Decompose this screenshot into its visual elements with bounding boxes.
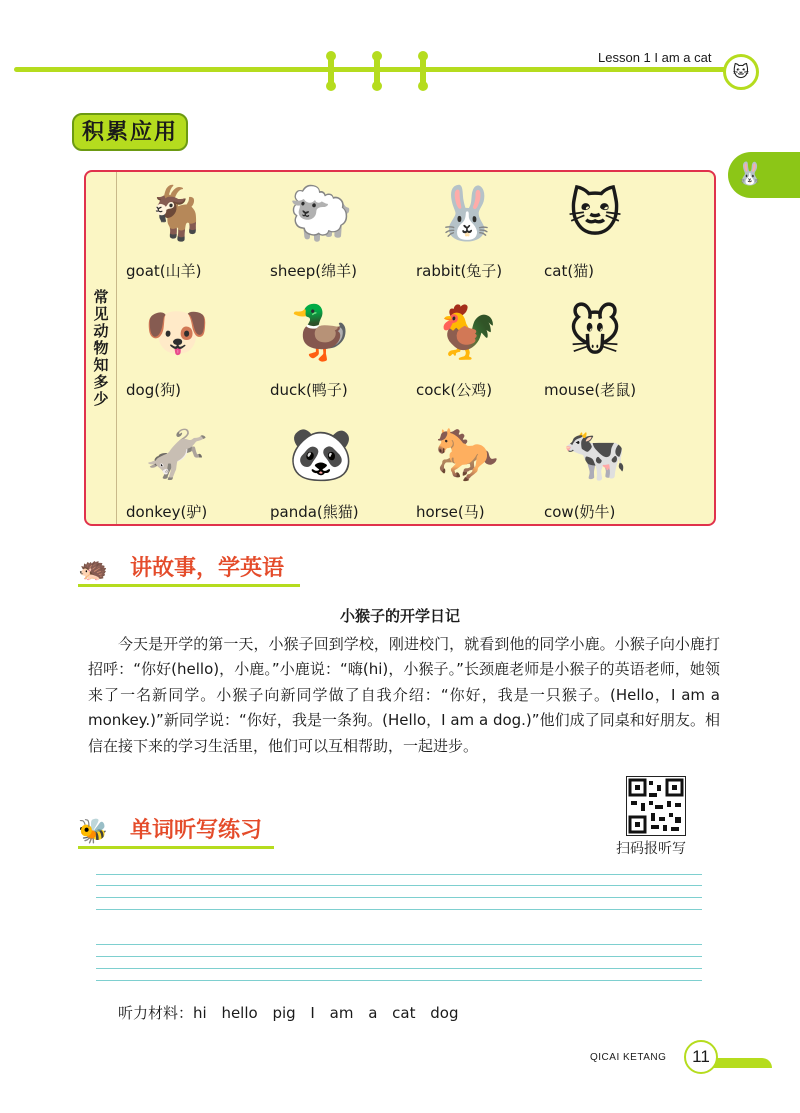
animal-card [120,172,260,290]
animal-label: goat(山羊) [126,262,202,280]
story-title: 小猴子的开学日记 [339,607,460,625]
writing-line [96,909,702,910]
horse-icon: 🐎 [434,425,500,485]
footer-brand: QICAI KETANG [590,1052,667,1063]
rooster-icon: 🐓 [434,303,500,363]
section-title-story: 讲故事，学英语 [130,556,285,581]
animal-card [538,172,678,290]
donkey-icon: 🫏 [144,425,210,485]
animal-card [410,172,550,290]
animal-card [264,413,404,531]
animal-card [538,413,678,531]
section-title-dictation: 单词听写练习 [130,818,263,843]
goat-icon: 🐐 [144,184,210,244]
animal-label: panda(熊猫) [270,503,359,521]
animal-label: mouse(老鼠) [544,381,637,399]
section-underline [78,584,300,587]
animal-label: cow(奶牛) [544,503,616,521]
binder-peg [420,53,426,89]
animal-label: rabbit(兔子) [416,262,503,280]
writing-line [96,874,702,875]
animal-label: cock(公鸡) [416,381,493,399]
header-rule [14,67,732,72]
section-underline [78,846,274,849]
animal-card [120,291,260,409]
duck-icon: 🦆 [288,303,354,363]
writing-line [96,944,702,945]
qr-code-icon[interactable] [626,776,686,836]
animal-card [410,413,550,531]
story-hedgehog-icon: 🦔 [78,555,108,583]
animal-card [538,291,678,409]
section-header-story [78,554,308,584]
page-number: 11 [684,1040,718,1074]
side-label: 常见动物知多少 [86,172,117,524]
animal-label: donkey(驴) [126,503,208,521]
animal-card [120,413,260,531]
dictation-character-icon: 🐝 [78,817,108,845]
dog-icon: 🐶 [144,303,210,363]
section-header-dictation [78,816,278,846]
animal-card [410,291,550,409]
rabbit-icon: 🐰 [434,184,500,244]
rabbit-face-icon: 🐰 [728,152,800,198]
animal-label: cat(猫) [544,262,595,280]
cat-icon: 🐱 [567,184,623,244]
writing-line [96,885,702,886]
qr-caption: 扫码报听写 [616,841,686,857]
binder-peg [328,53,334,89]
lesson-header: Lesson 1 I am a cat [598,50,712,65]
story-paragraph: 今天是开学的第一天，小猴子回到学校，刚进校门，就看到他的同学小鹿。小猴子向小鹿打招呼：“你好(hello)，小鹿。”小鹿说：“嗨(hi)，小猴子。”长颈鹿老师是小猴子的英语老师，她领来了一名新同学。小猴子向新同学做了自我介绍：“你好，我是一只猴子。(Hello，I am a monkey.)”新同学说：“你好，我是一条狗。(Hello，I am a dog.)”他们成了同桌和好朋友。相信在接下来的学习生活里，他们可以互相帮助，一起进步。 [88,635,720,755]
mouse-icon: 🐭 [567,303,623,363]
animal-card [264,291,404,409]
animal-card [264,172,404,290]
animal-label: duck(鸭子) [270,381,348,399]
writing-line [96,968,702,969]
animal-label: horse(马) [416,503,485,521]
animal-label: dog(狗) [126,381,181,399]
panda-icon: 🐼 [288,425,354,485]
writing-line [96,897,702,898]
cow-icon: 🐄 [562,425,628,485]
sheep-icon: 🐑 [288,184,354,244]
cat-face-icon: 🐱 [723,54,759,90]
animal-label: sheep(绵羊) [270,262,358,280]
listening-material: 听力材料：hi hello pig I am a cat dog [118,1004,459,1022]
section-title-accumulate: 积累应用 [72,113,188,151]
writing-line [96,980,702,981]
writing-line [96,956,702,957]
binder-peg [374,53,380,89]
